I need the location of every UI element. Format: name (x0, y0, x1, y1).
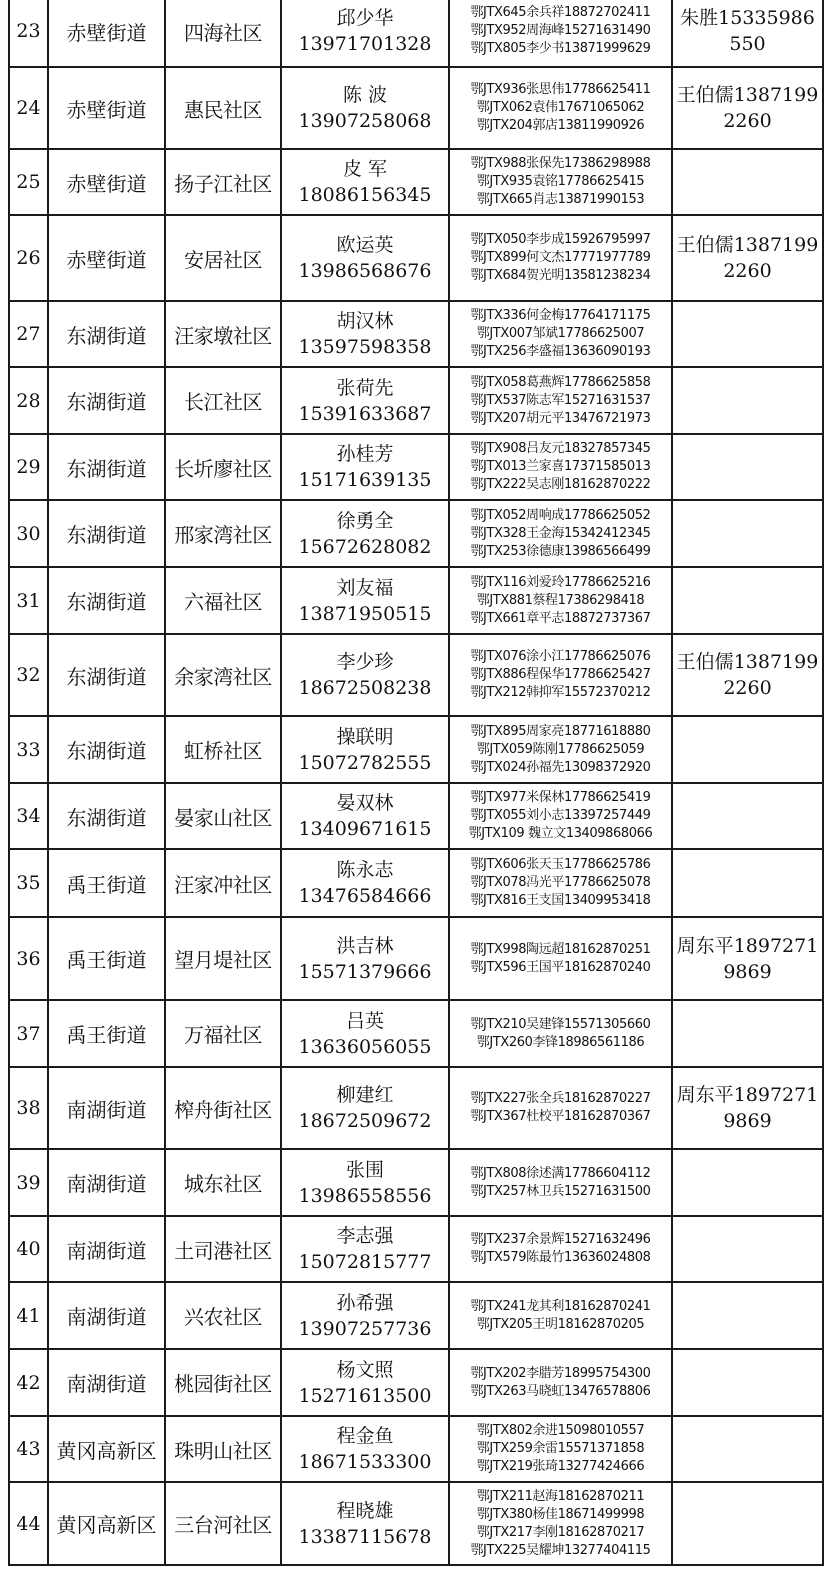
agent-line: 鄂JTX207胡元平13476721973 (470, 410, 651, 426)
community-cell: 土司港社区 (165, 1216, 281, 1282)
row-number-cell: 32 (9, 634, 48, 716)
secretary-name: 程金鱼 (336, 1425, 394, 1447)
agent-line: 鄂JTX665肖志13871990153 (476, 192, 645, 207)
agent-line: 鄂JTX256李盛福13636090193 (470, 344, 651, 359)
agent-line: 鄂JTX899何文杰17771977789 (470, 250, 651, 265)
row-number-cell: 35 (9, 849, 48, 917)
agent-line: 鄂JTX935袁铭17786625415 (476, 174, 645, 189)
secretary-name: 胡汉林 (336, 310, 394, 332)
supervisor-phone: 13871992260 (723, 84, 819, 132)
agent-line: 鄂JTX202李腊芳18995754300 (470, 1365, 651, 1381)
supervisor-cell (672, 1000, 823, 1067)
row-number-cell: 31 (9, 567, 48, 634)
supervisor-cell (672, 149, 823, 215)
secretary-phone: 18671533300 (298, 1451, 432, 1473)
agent-line: 鄂JTX013兰家喜17371585013 (470, 459, 651, 474)
supervisor-phone: 18972719869 (723, 1084, 819, 1132)
secretary-name: 晏双林 (336, 792, 394, 814)
supervisor-cell (672, 1282, 823, 1349)
supervisor-cell (672, 1216, 823, 1282)
agent-line: 鄂JTX212韩抑军15572370212 (470, 685, 651, 700)
supervisor-cell (672, 1349, 823, 1416)
supervisor-name: 王伯儒 (676, 84, 734, 106)
community-cell: 安居社区 (165, 215, 281, 301)
agent-line: 鄂JTX936张思伟17786625411 (470, 82, 651, 97)
agent-line: 鄂JTX988张保先17386298988 (470, 156, 651, 171)
street-cell: 赤壁街道 (48, 67, 165, 149)
secretary-name: 陈永志 (336, 859, 394, 881)
supervisor-name: 朱胜 (680, 7, 719, 29)
street-cell: 东湖街道 (48, 434, 165, 500)
agent-line: 鄂JTX257林卫兵15271631500 (470, 1183, 651, 1199)
table-row (9, 149, 823, 215)
table-body (9, 0, 823, 1565)
row-number-cell: 38 (9, 1067, 48, 1149)
supervisor-cell (672, 1416, 823, 1482)
table-row (9, 567, 823, 634)
community-cell: 长圻廖社区 (165, 434, 281, 500)
secretary-name: 程晓雄 (336, 1499, 394, 1522)
secretary-name: 张荷先 (336, 376, 394, 399)
agent-line: 鄂JTX805李少书13871999629 (470, 41, 651, 56)
agent-line: 鄂JTX059陈刚17786625059 (476, 741, 645, 757)
contact-table (8, 0, 824, 1566)
community-cell: 晏家山社区 (165, 783, 281, 849)
row-number-cell: 23 (9, 0, 48, 67)
supervisor-name: 周东平 (676, 934, 734, 957)
street-cell: 南湖街道 (48, 1067, 165, 1149)
secretary-cell (281, 849, 449, 917)
agents-cell (449, 1149, 672, 1216)
secretary-phone: 15072815777 (298, 1251, 432, 1273)
community-cell: 四海社区 (165, 0, 281, 67)
table-row (9, 917, 823, 1000)
secretary-phone: 15571379666 (298, 960, 432, 983)
street-cell: 南湖街道 (48, 1349, 165, 1416)
street-cell: 黄冈高新区 (48, 1482, 165, 1565)
agent-line: 鄂JTX259余雷15571371858 (476, 1441, 645, 1456)
secretary-cell (281, 215, 449, 301)
secretary-phone: 13986568676 (298, 260, 432, 282)
agent-line: 鄂JTX052周响成17786625052 (470, 507, 651, 523)
community-cell: 虹桥社区 (165, 716, 281, 783)
secretary-cell (281, 149, 449, 215)
secretary-phone: 15171639135 (298, 469, 432, 491)
row-number-cell: 24 (9, 67, 48, 149)
street-cell: 禹王街道 (48, 1000, 165, 1067)
supervisor-cell (672, 0, 823, 67)
community-cell: 扬子江社区 (165, 149, 281, 215)
street-cell: 南湖街道 (48, 1282, 165, 1349)
community-cell: 三台河社区 (165, 1482, 281, 1565)
supervisor-phone: 15335986550 (718, 7, 815, 55)
agent-line: 鄂JTX816王支国13409953418 (470, 893, 651, 908)
row-number-cell: 25 (9, 149, 48, 215)
street-cell: 南湖街道 (48, 1216, 165, 1282)
secretary-cell (281, 716, 449, 783)
agents-cell (449, 1482, 672, 1565)
row-number-cell: 33 (9, 716, 48, 783)
agent-line: 鄂JTX205王明18162870205 (476, 1316, 645, 1332)
agent-line: 鄂JTX204郭店13811990926 (476, 118, 645, 133)
agent-line: 鄂JTX055刘小志13397257449 (470, 808, 651, 823)
secretary-cell (281, 1282, 449, 1349)
secretary-name: 孙希强 (336, 1291, 394, 1314)
agent-line: 鄂JTX367杜校平18162870367 (470, 1109, 651, 1124)
supervisor-phone: 13871992260 (723, 234, 819, 282)
row-number-cell: 27 (9, 301, 48, 367)
table-row (9, 716, 823, 783)
secretary-name: 皮 军 (342, 158, 388, 180)
supervisor-cell (672, 67, 823, 149)
table-row (9, 215, 823, 301)
secretary-phone: 13636056055 (298, 1035, 432, 1058)
secretary-name: 李少珍 (336, 651, 394, 673)
secretary-name: 陈 波 (342, 84, 388, 106)
community-cell: 桃园街社区 (165, 1349, 281, 1416)
table-row (9, 500, 823, 567)
table-row (9, 67, 823, 149)
street-cell: 东湖街道 (48, 716, 165, 783)
row-number-cell: 43 (9, 1416, 48, 1482)
street-cell: 南湖街道 (48, 1149, 165, 1216)
agent-line: 鄂JTX645余兵祥18872702411 (470, 5, 651, 20)
row-number-cell: 36 (9, 917, 48, 1000)
table-row (9, 1482, 823, 1565)
row-number-cell: 42 (9, 1349, 48, 1416)
secretary-cell (281, 1216, 449, 1282)
agent-line: 鄂JTX895周家亮18771618880 (470, 723, 651, 739)
contact-table-sheet (8, 0, 822, 1573)
agent-line: 鄂JTX210吴建锋15571305660 (470, 1016, 651, 1032)
community-cell: 惠民社区 (165, 67, 281, 149)
community-cell: 六福社区 (165, 567, 281, 634)
secretary-phone: 15072782555 (298, 751, 432, 774)
supervisor-cell (672, 1067, 823, 1149)
secretary-cell (281, 1067, 449, 1149)
secretary-cell (281, 1349, 449, 1416)
secretary-name: 孙桂芳 (336, 443, 394, 465)
community-cell: 榨舟街社区 (165, 1067, 281, 1149)
street-cell: 禹王街道 (48, 917, 165, 1000)
agent-line: 鄂JTX336何金梅17764171175 (470, 308, 651, 323)
secretary-phone: 18086156345 (298, 184, 432, 206)
secretary-phone: 15391633687 (298, 402, 432, 425)
agent-line: 鄂JTX977米保林17786625419 (470, 790, 651, 805)
row-number-cell: 29 (9, 434, 48, 500)
agent-line: 鄂JTX998陶远超18162870251 (470, 941, 651, 957)
agents-cell (449, 0, 672, 67)
agent-line: 鄂JTX596王国平18162870240 (470, 959, 651, 975)
agent-line: 鄂JTX606张天玉17786625786 (470, 857, 651, 872)
secretary-phone: 18672509672 (298, 1110, 432, 1132)
agents-cell (449, 301, 672, 367)
row-number-cell: 26 (9, 215, 48, 301)
street-cell: 东湖街道 (48, 634, 165, 716)
row-number-cell: 28 (9, 367, 48, 434)
agent-line: 鄂JTX661章平志18872737367 (470, 610, 651, 626)
supervisor-cell (672, 917, 823, 1000)
street-cell: 赤壁街道 (48, 0, 165, 67)
agent-line: 鄂JTX116刘爱玲17786625216 (470, 574, 651, 590)
secretary-cell (281, 783, 449, 849)
agent-line: 鄂JTX808徐述满17786604112 (470, 1165, 651, 1181)
agents-cell (449, 1349, 672, 1416)
street-cell: 东湖街道 (48, 783, 165, 849)
table-row (9, 634, 823, 716)
agent-line: 鄂JTX050李步成15926795997 (470, 232, 651, 247)
secretary-phone: 13971701328 (298, 33, 432, 55)
secretary-phone: 13986558556 (298, 1184, 432, 1207)
community-cell: 汪家冲社区 (165, 849, 281, 917)
supervisor-phone: 18972719869 (723, 934, 819, 983)
table-row (9, 301, 823, 367)
secretary-phone: 15672628082 (298, 535, 432, 558)
secretary-phone: 18672508238 (298, 677, 432, 699)
secretary-name: 杨文照 (336, 1358, 394, 1381)
row-number-cell: 30 (9, 500, 48, 567)
row-number-cell: 37 (9, 1000, 48, 1067)
agents-cell (449, 67, 672, 149)
agents-cell (449, 716, 672, 783)
secretary-cell (281, 1149, 449, 1216)
table-row (9, 1216, 823, 1282)
community-cell: 余家湾社区 (165, 634, 281, 716)
row-number-cell: 44 (9, 1482, 48, 1565)
street-cell: 禹王街道 (48, 849, 165, 917)
agent-line: 鄂JTX211赵海18162870211 (476, 1488, 645, 1504)
row-number-cell: 39 (9, 1149, 48, 1216)
agents-cell (449, 1216, 672, 1282)
secretary-name: 吕英 (345, 1009, 384, 1032)
community-cell: 万福社区 (165, 1000, 281, 1067)
table-row (9, 367, 823, 434)
agents-cell (449, 1067, 672, 1149)
agent-line: 鄂JTX579陈最竹13636024808 (470, 1250, 651, 1265)
supervisor-cell (672, 434, 823, 500)
supervisor-cell (672, 1149, 823, 1216)
supervisor-cell (672, 849, 823, 917)
agent-line: 鄂JTX802余进15098010557 (476, 1423, 645, 1438)
supervisor-cell (672, 567, 823, 634)
row-number-cell: 40 (9, 1216, 48, 1282)
row-number-cell: 34 (9, 783, 48, 849)
secretary-name: 柳建红 (336, 1084, 394, 1106)
agent-line: 鄂JTX537陈志军15271631537 (470, 392, 651, 408)
secretary-name: 李志强 (336, 1225, 394, 1247)
agent-line: 鄂JTX908吕友元18327857345 (470, 441, 651, 456)
secretary-cell (281, 567, 449, 634)
table-row (9, 1349, 823, 1416)
agent-line: 鄂JTX219张琦13277424666 (476, 1459, 645, 1474)
agents-cell (449, 849, 672, 917)
table-row (9, 849, 823, 917)
agents-cell (449, 917, 672, 1000)
supervisor-name: 王伯儒 (676, 651, 734, 673)
street-cell: 东湖街道 (48, 301, 165, 367)
agent-line: 鄂JTX241龙其利18162870241 (470, 1298, 651, 1314)
table-row (9, 434, 823, 500)
agent-line: 鄂JTX684贺光明13581238234 (470, 268, 651, 283)
supervisor-cell (672, 783, 823, 849)
agent-line: 鄂JTX024孙福先13098372920 (470, 759, 651, 775)
secretary-name: 刘友福 (336, 576, 394, 599)
secretary-name: 操联明 (336, 725, 394, 748)
agents-cell (449, 634, 672, 716)
agent-line: 鄂JTX222吴志刚18162870222 (470, 477, 651, 492)
table-row (9, 1149, 823, 1216)
agent-line: 鄂JTX260李锋18986561186 (476, 1034, 645, 1050)
secretary-name: 欧运英 (336, 234, 394, 256)
supervisor-cell (672, 500, 823, 567)
secretary-phone: 15271613500 (298, 1384, 432, 1407)
agent-line: 鄂JTX225吴耀坤13277404115 (470, 1542, 651, 1558)
agents-cell (449, 149, 672, 215)
agent-line: 鄂JTX237余景辉15271632496 (470, 1232, 651, 1247)
secretary-name: 洪吉林 (336, 934, 394, 957)
agents-cell (449, 1000, 672, 1067)
supervisor-cell (672, 634, 823, 716)
agents-cell (449, 500, 672, 567)
street-cell: 赤壁街道 (48, 149, 165, 215)
supervisor-cell (672, 367, 823, 434)
supervisor-phone: 13871992260 (723, 651, 819, 699)
community-cell: 长江社区 (165, 367, 281, 434)
agent-line: 鄂JTX078冯光平17786625078 (470, 875, 651, 890)
secretary-name: 张围 (345, 1158, 384, 1181)
community-cell: 兴农社区 (165, 1282, 281, 1349)
agent-line: 鄂JTX076涂小江17786625076 (470, 649, 651, 664)
supervisor-name: 王伯儒 (676, 234, 734, 256)
supervisor-cell (672, 301, 823, 367)
agent-line: 鄂JTX253徐德康13986566499 (470, 543, 651, 559)
secretary-phone: 13907257736 (298, 1317, 432, 1340)
street-cell: 东湖街道 (48, 500, 165, 567)
secretary-phone: 13409671615 (298, 818, 432, 840)
secretary-name: 邱少华 (336, 7, 394, 29)
secretary-cell (281, 67, 449, 149)
secretary-cell (281, 1482, 449, 1565)
street-cell: 东湖街道 (48, 367, 165, 434)
secretary-cell (281, 1416, 449, 1482)
agent-line: 鄂JTX109 魏立文13409868066 (468, 826, 653, 841)
agent-line: 鄂JTX263马晓虹13476578806 (470, 1383, 651, 1399)
community-cell: 邢家湾社区 (165, 500, 281, 567)
community-cell: 望月堤社区 (165, 917, 281, 1000)
table-row (9, 783, 823, 849)
secretary-phone: 13476584666 (298, 885, 432, 907)
table-row (9, 1000, 823, 1067)
table-row (9, 1282, 823, 1349)
street-cell: 黄冈高新区 (48, 1416, 165, 1482)
agent-line: 鄂JTX217李刚18162870217 (476, 1524, 645, 1540)
table-row (9, 1416, 823, 1482)
street-cell: 东湖街道 (48, 567, 165, 634)
agent-line: 鄂JTX007邹斌17786625007 (476, 326, 645, 341)
agents-cell (449, 215, 672, 301)
secretary-cell (281, 1000, 449, 1067)
secretary-phone: 13907258068 (298, 110, 432, 132)
street-cell: 赤壁街道 (48, 215, 165, 301)
table-row (9, 1067, 823, 1149)
community-cell: 城东社区 (165, 1149, 281, 1216)
agent-line: 鄂JTX380杨佳18671499998 (476, 1506, 645, 1522)
secretary-cell (281, 634, 449, 716)
secretary-phone: 13871950515 (298, 602, 432, 625)
agents-cell (449, 1416, 672, 1482)
table-row (9, 0, 823, 67)
secretary-cell (281, 500, 449, 567)
supervisor-cell (672, 215, 823, 301)
secretary-cell (281, 301, 449, 367)
agent-line: 鄂JTX227张全兵18162870227 (470, 1091, 651, 1106)
agents-cell (449, 783, 672, 849)
row-number-cell: 41 (9, 1282, 48, 1349)
community-cell: 汪家墩社区 (165, 301, 281, 367)
agent-line: 鄂JTX062袁伟17671065062 (476, 100, 645, 115)
agent-line: 鄂JTX886程保华17786625427 (470, 667, 651, 682)
secretary-cell (281, 434, 449, 500)
secretary-cell (281, 367, 449, 434)
secretary-name: 徐勇全 (336, 509, 394, 532)
supervisor-cell (672, 1482, 823, 1565)
agent-line: 鄂JTX328王金海15342412345 (470, 525, 651, 541)
agent-line: 鄂JTX881蔡程17386298418 (476, 592, 645, 608)
secretary-cell (281, 917, 449, 1000)
community-cell: 珠明山社区 (165, 1416, 281, 1482)
agents-cell (449, 434, 672, 500)
agent-line: 鄂JTX058葛燕辉17786625858 (470, 374, 651, 390)
secretary-cell (281, 0, 449, 67)
secretary-phone: 13597598358 (298, 336, 432, 358)
supervisor-cell (672, 716, 823, 783)
agents-cell (449, 567, 672, 634)
secretary-phone: 13387115678 (298, 1525, 432, 1548)
agent-line: 鄂JTX952周海峰15271631490 (470, 23, 651, 38)
supervisor-name: 周东平 (676, 1084, 734, 1106)
agents-cell (449, 1282, 672, 1349)
agents-cell (449, 367, 672, 434)
